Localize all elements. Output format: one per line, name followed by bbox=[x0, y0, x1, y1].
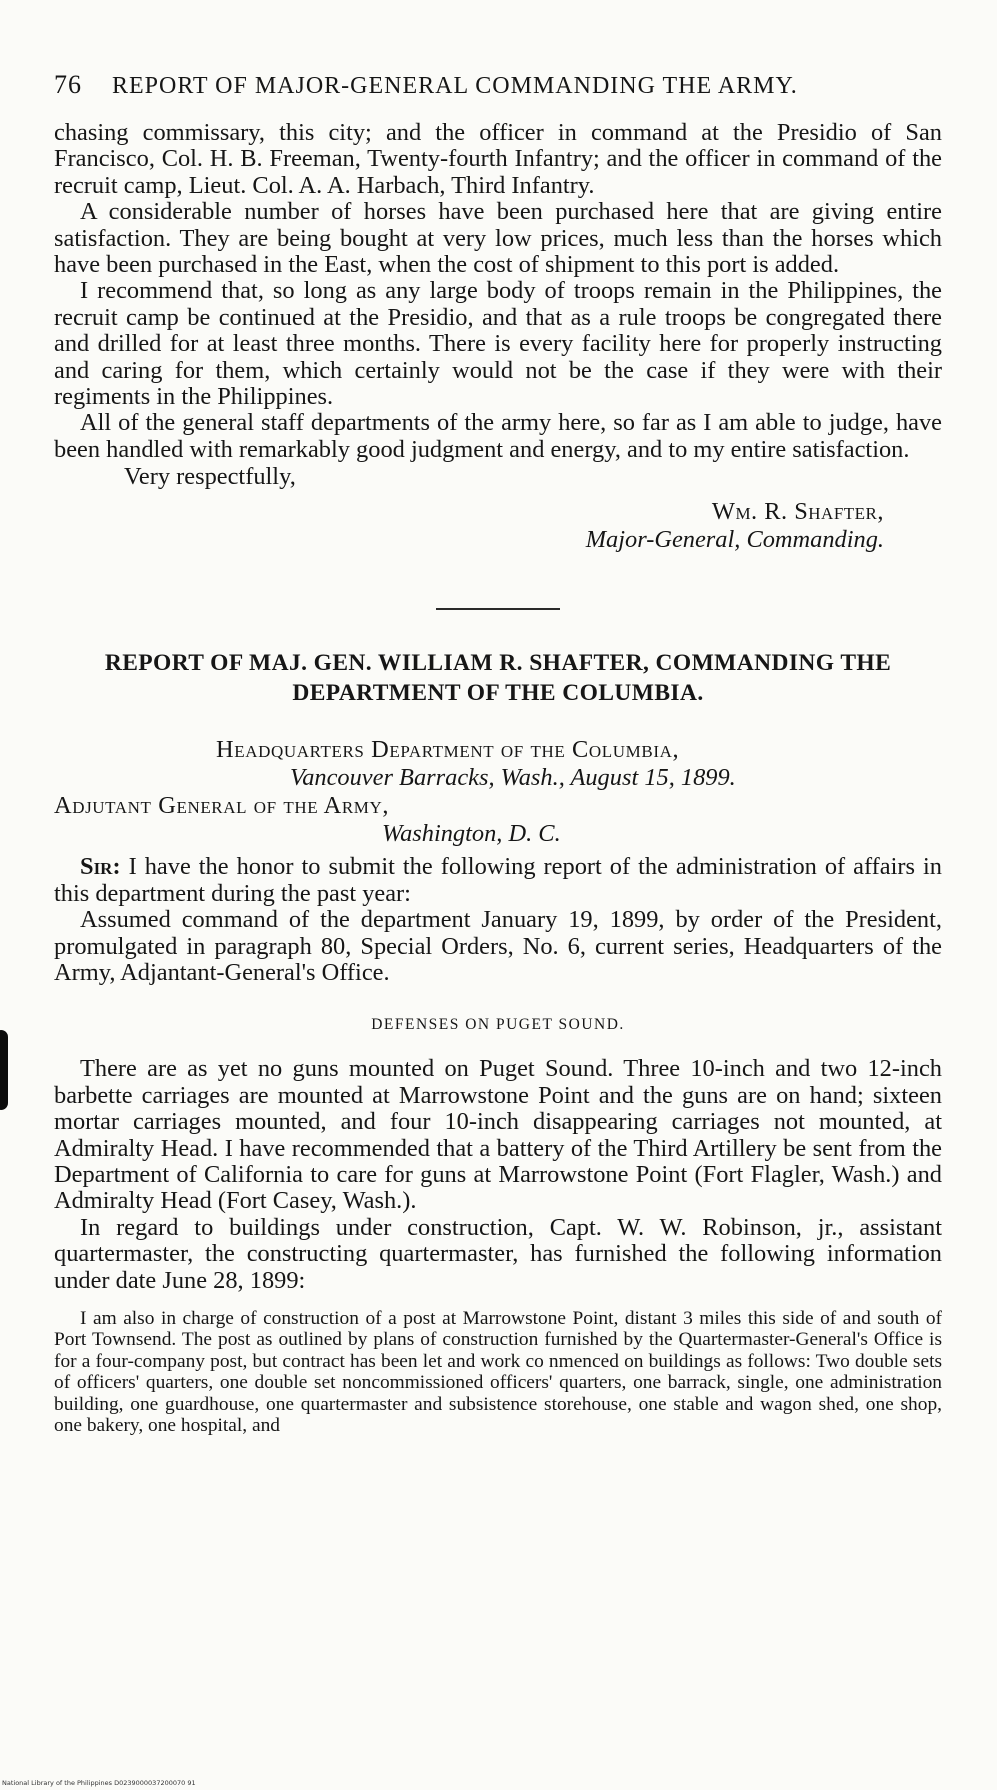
buildings-paragraph: In regard to buildings under construction, Capt. W. W. Robinson, jr., assistant quartermaster, the constructing quartermaster, has furnished the following information under date June 28, 1899: bbox=[54, 1213, 942, 1294]
section-heading: DEFENSES ON PUGET SOUND. bbox=[371, 1016, 625, 1034]
quoted-information: I am also in charge of construction of a post at Marrowstone Point, distant 3 miles this side of and south of Port Townsend. The post as outlined by plans of construction furnished by the Quartermaster-General's Office is for a four-company post, but contract has been let and work co nmenced on buildings as follows: Two double sets of officers' quarters, one double set noncommissioned officers' quarters, one barrack, single, one administration building, one guardhouse, one quartermaster and subsistence storehouse, one stable and wagon shed, one shop, one bakery, one hospital, and bbox=[54, 1307, 942, 1437]
running-head-title: REPORT OF MAJOR-GENERAL COMMANDING THE ARMY. bbox=[112, 73, 798, 99]
first-report-body bbox=[54, 120, 942, 463]
signature-title: Major-General, Commanding. bbox=[585, 526, 884, 554]
second-report-body bbox=[54, 854, 942, 986]
horses-paragraph: A considerable number of horses have been purchased here that are giving entire satisfaction. They are being bought at very low prices, much less than the horses which have been purchased in the East, when the cost of shipment to this port is added. bbox=[54, 198, 942, 279]
salutation: Sir: bbox=[80, 853, 121, 881]
scan-footer-label: National Library of the Philippines D0239000037200070 91 bbox=[2, 1779, 196, 1787]
report-title-line-2: DEPARTMENT OF THE COLUMBIA. bbox=[292, 680, 704, 707]
page-content bbox=[54, 70, 942, 1437]
scan-ink-blot bbox=[0, 1030, 8, 1110]
guns-paragraph: There are as yet no guns mounted on Puget Sound. Three 10-inch and two 12-inch barbette carriages are mounted at Marrowstone Point and the guns are on hand; sixteen mortar carriages mounted, and four 10-inch disappearing carriages not mounted, at Admiralty Head. I have recommended that a battery of the Third Artillery be sent from the Department of California to care for guns at Marrowstone Point (Fort Flagler, Wash.) and Admiralty Head (Fort Casey, Wash.). bbox=[54, 1055, 942, 1215]
headquarters-line: Headquarters Department of the Columbia, bbox=[216, 736, 680, 764]
place-date-line: Vancouver Barracks, Wash., August 15, 1899. bbox=[290, 764, 736, 792]
page-number: 76 bbox=[54, 70, 82, 99]
defenses-body bbox=[54, 1056, 942, 1294]
signature-name: Wm. R. Shafter, bbox=[711, 498, 884, 526]
report-title-line-1: REPORT OF MAJ. GEN. WILLIAM R. SHAFTER, COMMANDING THE bbox=[104, 650, 892, 677]
section-divider-rule bbox=[436, 608, 560, 610]
report-title bbox=[54, 648, 942, 708]
addressee-location: Washington, D. C. bbox=[382, 820, 561, 848]
running-head bbox=[54, 70, 942, 100]
addressee-line: Adjutant General of the Army, bbox=[54, 792, 390, 820]
staff-departments-paragraph: All of the general staff departments of the army here, so far as I am able to judge, have been handled with remarkably good judgment and energy, and to my entire satisfaction. bbox=[54, 409, 942, 463]
continued-paragraph: chasing commissary, this city; and the officer in command at the Presidio of San Francisco, Col. H. B. Freeman, Twenty-fourth Infantry; and the officer in command of the recruit camp, Lieut. Col. A. A. Harbach, Third Infantry. bbox=[54, 119, 942, 199]
intro-text: I have the honor to submit the following report of the administration of affairs in this department during the past year: bbox=[54, 853, 942, 907]
intro-paragraph bbox=[54, 854, 942, 907]
command-paragraph: Assumed command of the department January 19, 1899, by order of the President, promulgated in paragraph 80, Special Orders, No. 6, current series, Headquarters of the Army, Adjantant-General's Office. bbox=[54, 906, 942, 986]
closing-line: Very respectfully, bbox=[124, 463, 296, 491]
recruit-camp-paragraph: I recommend that, so long as any large body of troops remain in the Philippines, the recruit camp be continued at the Presidio, and that as a rule troops be congregated there and drilled for at least three months. There is every facility here for properly instructing and caring for them, which certainly would not be the case if they were with their regiments in the Philippines. bbox=[54, 277, 942, 411]
letter-heading bbox=[54, 736, 942, 848]
signature-block bbox=[54, 498, 942, 554]
